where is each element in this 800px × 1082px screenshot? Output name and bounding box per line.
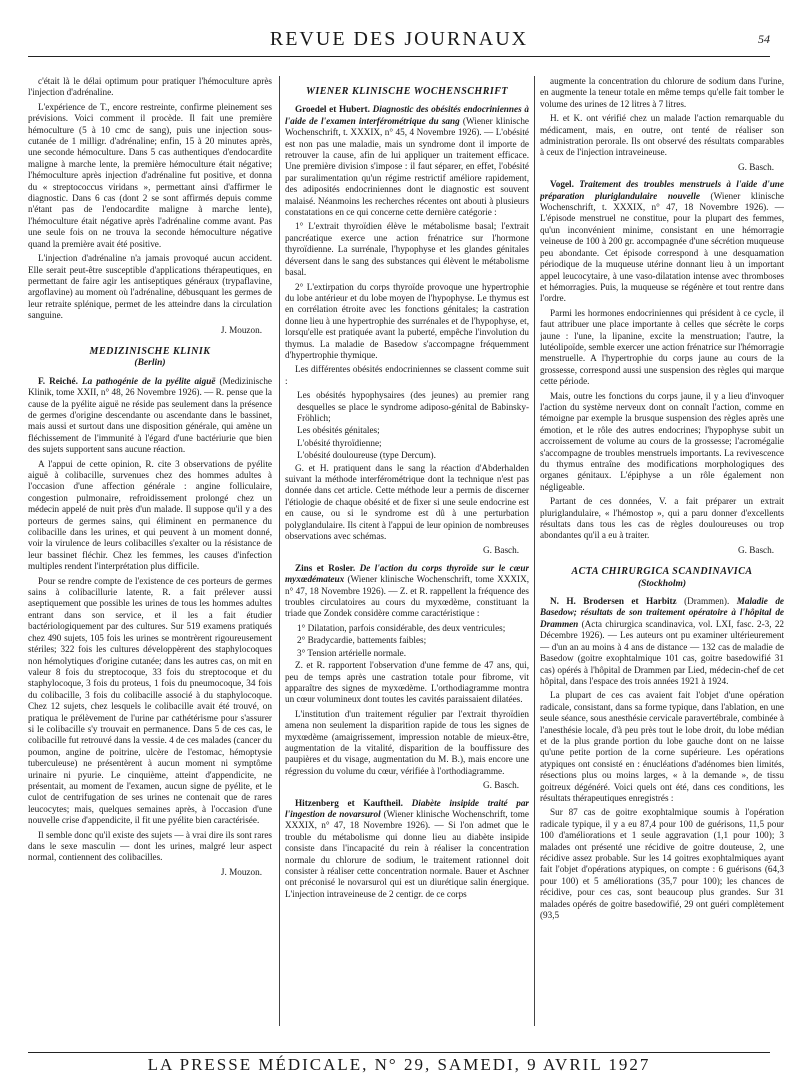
paragraph: Les différentes obésités endocriniennes se classent comme suit : xyxy=(285,364,529,386)
paragraph: c'était là le délai optimum pour pratiquer l'hémoculture après l'injection d'adrénaline. xyxy=(28,76,272,98)
paragraph: L'institution d'un traitement régulier par l'extrait thyroïdien amena non seulement la disparition rapide de tous les signes de myxœdème (amaigrissement, impression notable de mieux-être, augmentation de la vitalité, disparition de la bouffissure des paupières et du visage, augmentation du M. B.), mais encore une régression du volume du cœur, vérifiée à l'orthodiagramme. xyxy=(285,708,529,776)
paragraph: L'expérience de T., encore restreinte, confirme pleinement ses prévisions. Voici comment il procède. Il fait une première hémoculture (5 à 10 cmc de sang), puis une injection sous-cutanée de 1 milligr. d'adrénaline; enfin, 15 à 20 minutes après, une seconde hémoculture. Dans 5 cas authentiques d'endocardite maligne à marche lente, la première hémoculture était négative; l'hémoculture après injection d'adrénaline fut positive, et donna du « streptococcus viridans », permettant ainsi d'affirmer le diagnostic. Dans 6 cas (dont 2 se sont affirmés depuis comme n'étant pas de l'endocardite maligne à marche lente), l'hémoculture était négative après l'adrénaline comme avant. Pas une seule fois on ne trouva la seconde hémoculture négative quand la première avait été positive. xyxy=(28,101,272,249)
article-reference: (Wiener klinische Wochenschrift, t. XXXIX, n° 45, 4 Novembre 1926). — L'obésité est non pas une maladie, mais un syndrome dont il importe de retrouver la cause, afin de lui appliquer un traitement efficace. Une première division s'impose : il faut séparer, en effet, l'obésité par suralimentation qu'un régime restrictif améliore rapidement, des adiposités endocriniennes dont le diagnostic est souvent malaisé. Néanmoins les recherches récentes ont abouti à plusieurs constatations en ce qui concerne cette dernière catégorie : xyxy=(285,115,529,218)
paragraph: Sur 87 cas de goitre exophtalmique soumis à l'opération radicale typique, il y a eu 87,4 pour 100 de guérisons, 11,5 pour 100 d'améliorations et 1 seule aggravation (1,1 pour 100); 3 malades ont présenté une récidive de goitre douteuse, 2, une récidive assez probable. Sur les 14 goitres exophtalmiques ayant fait l'objet d'opérations atypiques, on compte : 6 guérisons (64,3 pour 100) et 5 améliorations (35,7 pour 100); les chances de récidive, pour ces cas, sont beaucoup plus grandes. Sur 31 malades opérés de goitre basedowifié, 29 ont guéri complètement (93,5 xyxy=(540,807,784,921)
article-author: Zins et Rosler. xyxy=(295,562,356,573)
article-reference: (Wiener klinische Wochenschrift, tome XXXIX, n° 47, 18 Novembre 1926). — Si l'on admet que le trouble du métabolisme qui donne lieu au diabète insipide consiste dans l'incapacité du rein à réaliser la concentration normale du chlorure de sodium, le traitement rationnel doit consister à réaliser cette concentration normale. Bauer et Aschner ont préconisé le novarsurol qui est un diurétique salin énergique. L'injection intraveineuse de 2 centigr. de ce corps xyxy=(285,808,529,899)
article-title: Traitement des troubles menstruels à l'aide d'une préparation pluriglandulaire nouvelle xyxy=(540,179,784,201)
paragraph: 1° L'extrait thyroïdien élève le métabolisme basal; l'extrait pancréatique exerce une action frénatrice sur l'hormone thyroïdienne. La surrénale, l'hypophyse et les glandes génitales déversent dans le sang des substances qui élèvent le métabolisme basal. xyxy=(285,221,529,278)
article-location: (Drammen). xyxy=(684,596,730,607)
page-header xyxy=(28,22,770,57)
article-reference: (Acta chirurgica scandinavica, vol. LXI, fasc. 2-3, 22 Décembre 1926). — Les auteurs ont pu examiner ultérieurement — d'un an au moins à 4 ans de distance — 132 cas de maladie de Basedow (goitre exophtalmique 101 cas, goitre basedowifié 31 cas) opérés à l'hôpital de Drammen par Lied, médecin-chef de cet hôpital, dans l'espace des trois années 1921 à 1924. xyxy=(540,618,784,686)
article-author: N. H. Brodersen et Harbitz xyxy=(550,596,677,607)
signature: G. Basch. xyxy=(738,161,774,172)
article-title: Diagnostic des obésités endocriniennes à l'aide de l'examen interférométrique du sang xyxy=(285,104,529,126)
paragraph: Pour se rendre compte de l'existence de ces porteurs de germes sains à colibacillurie latente, R. a fait prélever aussi aseptiquement que possible les urines de tous les hommes adultes entrant dans son service, et il les a fait étudier bactériologiquement par des cultures. Sur 519 examens pratiqués chez 490 sujets, 105 fois les urines se montrèrent rigoureusement stériles; 322 fois les cultures développèrent des staphylocoques non hémolytiques d'origine cutanée; dans les autres cas, on mit en valeur 8 fois du streptocoque, 33 fois du streptocoque et du staphylocoque, 3 fois du proteus, 1 fois du pneumocoque, 34 fois du colibacille, 3 fois du colibacille associé à du staphylocoque. Chez 12 sujets, chez lesquels le colibacille avait été trouvé, on pratiqua le prélèvement de l'urine par cathétérisme pour s'assurer si le colibacille s'y trouvait en permanence. Dans 5 de ces cas, le colibacille fut retrouvé dans la vessie. 4 de ces malades (cancer du poumon, angine de poitrine, ulcère de l'estomac, hémoptysie tuberculeuse) ne présentèrent à aucun moment ni symptôme urinaire ni pyurie. Le cinquième, atteint d'appendicite, ne présentait, au moment de l'examen, aucun signe de pyélite, et le culot de centrifugation de ses urines ne contenait que de rares leucocytes; mais, quelques semaines après, à l'occasion d'une nouvelle crise d'appendicite, il fit une pyélite bien caractérisée. xyxy=(28,575,272,826)
signature: G. Basch. xyxy=(483,780,519,791)
journal-heading: WIENER KLINISCHE WOCHENSCHRIFT xyxy=(305,86,509,97)
article-reference: (Wiener klinische Wochenschrift, t. XXXIX, n° 47, 18 Novembre 1926). — L'épisode menstruel ne constitue, pour la plupart des femmes, qu'un inconvénient minime, consistant en une hémorragie veineuse de 100 à 200 gr. accompagnée d'une sécrétion muqueuse peu abondante. Cet épisode correspond à une desquamation périodique de la muqueuse utérine donnant lieu à un important appel leucocytaire, à une vaso-dilatation intense avec thromboses et hémorragies. Puis, la muqueuse se régénère et tout rentre dans l'ordre. xyxy=(540,190,784,304)
list-item: L'obésité douloureuse (type Dercum). xyxy=(297,450,436,461)
paragraph: G. et H. pratiquent dans le sang la réaction d'Abderhalden suivant la méthode interférométrique dont la technique n'est pas donnée dans cet article. Cette méthode leur a permis de discerner l'étiologie de chaque obésité et de fixer si une seule endocrine est en cause, ou si le syndrome est dû à une perturbation polyglandulaire. Ils citent à l'appui de leur opinion de nombreuses observations avec schémas. xyxy=(285,462,529,542)
article-author: F. Reiché. xyxy=(38,375,78,386)
journal-city: (Berlin) xyxy=(134,358,166,369)
column-3 xyxy=(540,76,784,1026)
article-entry xyxy=(285,104,529,218)
article-title: De l'action du corps thyroïde sur le cœur myxœdémateux xyxy=(285,562,529,585)
list-item: Les obésités génitales; xyxy=(297,425,380,436)
paragraph: 2° L'extirpation du corps thyroïde provoque une hypertrophie du lobe antérieur et du lobe moyen de l'hypophyse. Le thymus est en corrélation étroite avec les fonctions génitales; la castration donne lieu à une hypertrophie des surrénales et de l'hypophyse, et, lorsqu'elle est pratiquée avant la puberté, empêche l'involution du thymus. La maladie de Basedow s'accompagne fréquemment d'hypertrophie thymique. xyxy=(285,281,529,360)
paragraph: Z. et R. rapportent l'observation d'une femme de 47 ans, qui, peu de temps après une castration totale pour fibrome, vit apparaître des signes de myxœdème. L'orthodiagramme montra un cœur volumineux dont toutes les cavités paraissaient dilatées. xyxy=(285,660,529,705)
article-entry xyxy=(285,563,529,620)
journal-heading: MEDIZINISCHE KLINIK xyxy=(89,345,211,357)
signature: J. Mouzon. xyxy=(220,324,262,335)
column-rule xyxy=(279,76,280,1026)
article-entry xyxy=(285,798,529,901)
signature: G. Basch. xyxy=(738,544,774,555)
list-item: 3° Tension artérielle normale. xyxy=(297,647,406,658)
article-title: Diabète insipide traité par l'ingestion de novarsurol xyxy=(285,797,529,819)
article-entry xyxy=(540,179,784,304)
journal-city: (Stockholm) xyxy=(637,578,687,589)
list-item: Les obésités hypophysaires (des jeunes) au premier rang desquelles se place le syndrome adiposo-génital de Babinsky-Fröhlich; xyxy=(297,390,529,423)
column-1 xyxy=(28,76,272,1026)
footer-masthead: LA PRESSE MÉDICALE, N° 29, SAMEDI, 9 AVRIL 1927 xyxy=(147,1055,651,1074)
paragraph: L'injection d'adrénaline n'a jamais provoqué aucun accident. Elle serait peut-être susceptible d'applications thérapeutiques, en permettant de faire agir les antiseptiques généraux (trypaflavine, argoflavine) au moment où l'adrénaline, débusquant les germes de leur retraite splénique, permet de les atteindre dans la circulation sanguine. xyxy=(28,253,272,321)
article-entry xyxy=(28,376,272,456)
article-title: Maladie de Basedow; résultats de son traitement opératoire à l'hôpital de Drammen xyxy=(540,596,784,629)
list-item: 2° Bradycardie, battements faibles; xyxy=(297,635,427,646)
article-reference: (Wiener klinische Wochenschrift, tome XXXIX, n° 47, 18 Novembre 1926). — Z. et R. rappellent la fréquence des troubles circulatoires au cours du myxœdème, constituant la triade que Zondek considère comme caractéristique : xyxy=(285,574,529,619)
list-item: 1° Dilatation, parfois considérable, des deux ventricules; xyxy=(297,622,506,633)
journal-heading: ACTA CHIRURGICA SCANDINAVICA xyxy=(571,566,753,578)
paragraph: La plupart de ces cas avaient fait l'objet d'une opération radicale, consistant, dans sa forme typique, dans l'ablation, en une seule séance, sous anesthésie cervicale paravertébrale, combinée à l'anesthésie locale, d'à peu près tout le lobe droit, du lobe médian et de la plus grande portion du lobe gauche dont on ne laisse qu'une petite portion de la corne supérieure. Les opérations atypiques ont consisté en : énucléations d'adénomes bien limités, résections plus ou moins larges, « à la demande », de tissu goitreux dégénéré. Voici quels ont été, dans ces conditions, les résultats thérapeutiques enregistrés : xyxy=(540,690,784,803)
article-author: Hitzenberg et Kauftheil. xyxy=(295,797,403,808)
paragraph: Partant de ces données, V. a fait préparer un extrait pluriglandulaire, « l'hémostop », qui a paru donner d'excellents résultats dans tous les cas de règles douloureuses ou trop abondantes qu'il a eu à traiter. xyxy=(540,496,784,541)
paragraph: augmente la concentration du chlorure de sodium dans l'urine, en augmente la teneur totale en même temps qu'elle fait tomber le volume des urines de 12 litres à 7 litres. xyxy=(540,76,784,109)
paragraph: Parmi les hormones endocriniennes qui président à ce cycle, il faut attribuer une place importante à celles que sécrète le corps jaune : l'une, la lipanine, excite la menstruation; l'autre, la lutéolipoïde, semble exercer une action frénatrice sur l'hémorragie menstruelle. A l'hypertrophie du corps jaune au cours de la grossesse, correspond aussi une suspension des règles qui marque cette période. xyxy=(540,307,784,387)
article-author: Groedel et Hubert. xyxy=(295,104,370,115)
signature: J. Mouzon. xyxy=(220,866,262,877)
column-2 xyxy=(285,76,529,1026)
paragraph: A l'appui de cette opinion, R. cite 3 observations de pyélite aiguë à colibacille, survenues chez des hommes adultes à l'occasion d'une affection générale : angine folliculaire, congestion pulmonaire, refroidissement prolongé chez un médecin appelé de nuit près d'un malade. Il suppose qu'il y a des porteurs de germes sains, qui éliminent en permanence du colibacille dans les urines, et qui peuvent à un moment donné, voir la virulence de leurs colibacilles s'exalter ou la résistance de leur bassinet fléchir. Chez les femmes, les causes d'infection multiples rendent l'interprétation plus difficile. xyxy=(28,458,272,572)
article-author: Vogel. xyxy=(550,179,574,190)
paragraph: H. et K. ont vérifié chez un malade l'action remarquable du médicament, mais, en outre, ont tenté de réaliser son administration perorale. Ils ont observé des résultats comparables à ceux de l'injection intraveineuse. xyxy=(540,113,784,158)
running-title: REVUE DES JOURNAUX xyxy=(269,28,529,50)
article-entry xyxy=(540,596,784,687)
paragraph: Mais, outre les fonctions du corps jaune, il y a lieu d'invoquer l'action du système nerveux dont on connaît l'action, comme en témoigne par exemple la brusque suspension des règles après une émotion, et le rôle des autres endocrines; l'hypophyse subit un accroissement de volume au cours de la grossesse; l'acromégalie s'accompagne de troubles menstruels importants. La revivescence du thymus entraîne des modifications morphologiques des organes génitaux. L'épiphyse a un rôle également non négligeable. xyxy=(540,390,784,492)
page-number: 54 xyxy=(758,32,770,46)
column-rule xyxy=(534,76,535,1026)
paragraph: Il semble donc qu'il existe des sujets — à vrai dire ils sont rares dans le sexe masculin — dont les urines, malgré leur aspect normal, contiennent des colibacilles. xyxy=(28,829,272,863)
signature: G. Basch. xyxy=(483,545,519,556)
article-reference: (Medizinische Klinik, tome XXII, n° 48, 26 Novembre 1926). — R. pense que la cause de la pyélite aiguë ne réside pas seulement dans la présence de germes d'origine descendante ou ascendante dans le bassinet, mais aussi et surtout dans une disposition générale, qui amène un fléchissement de l'immunité à l'égard d'une bactériurie que bien des sujets supportent sans aucune réaction. xyxy=(28,375,272,455)
page-footer xyxy=(28,1052,770,1075)
list-item: L'obésité thyroïdienne; xyxy=(297,437,382,448)
article-title: La pathogénie de la pyélite aiguë xyxy=(81,375,216,386)
